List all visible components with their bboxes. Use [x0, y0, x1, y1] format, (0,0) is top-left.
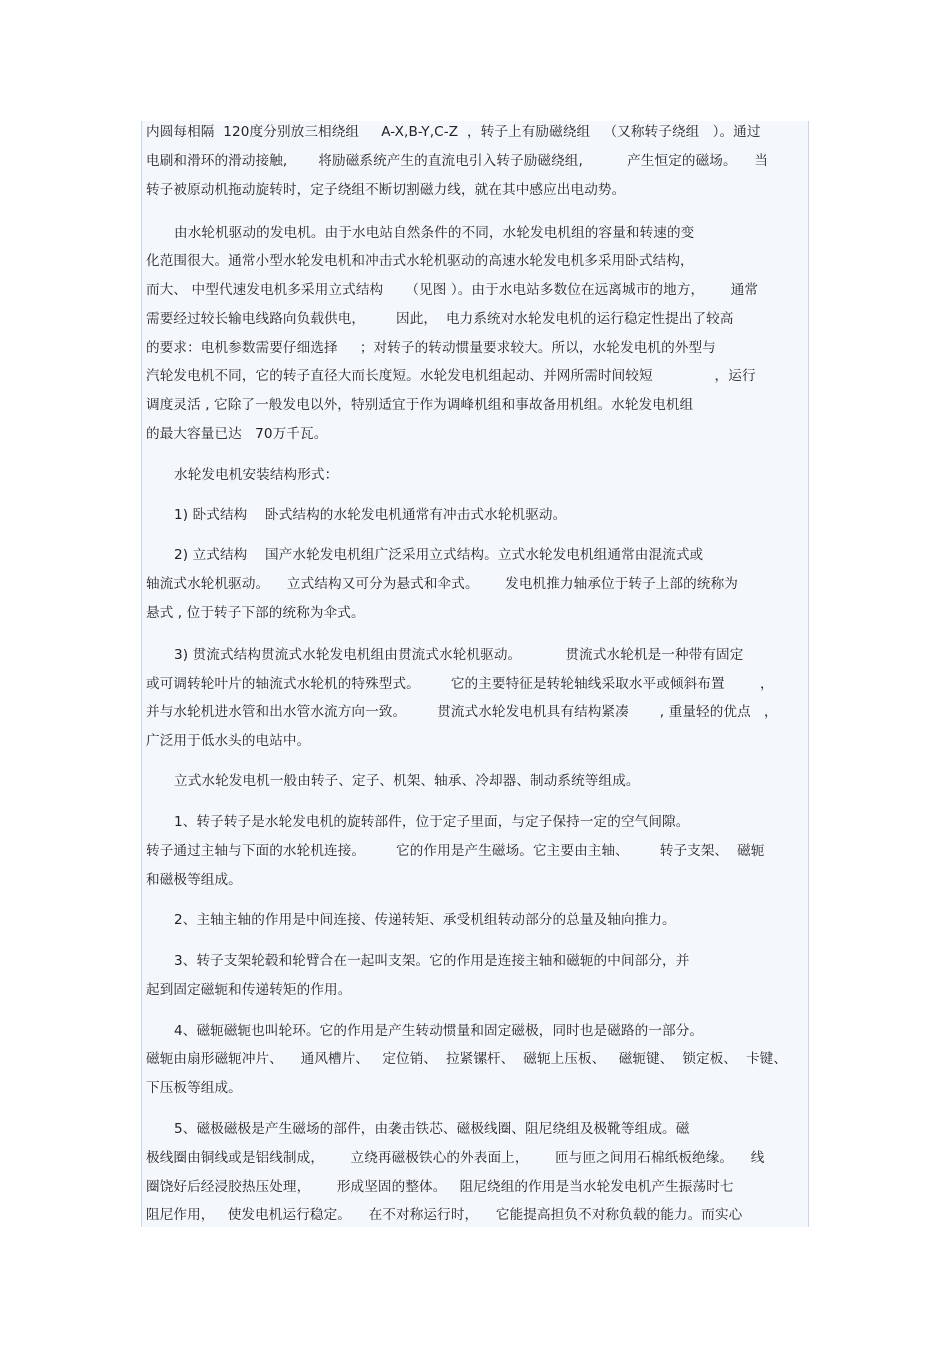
- text-line: 2) 立式结构 国产水轮发电机组广泛采用立式结构。立式水轮发电机组通常由混流式或: [174, 547, 704, 563]
- text-line: 汽轮发电机不同，它的转子直径大而长度短。水轮发电机组起动、并网所需时间较短 ，运行: [146, 368, 756, 384]
- text-line: 轴流式水轮机驱动。 立式结构又可分为悬式和伞式。 发电机推力轴承位于转子上部的统称为: [146, 576, 738, 592]
- text-line: 立式水轮发电机一般由转子、定子、机架、轴承、冷却器、制动系统等组成。: [174, 773, 640, 789]
- text-line: 阻尼作用， 使发电机运行稳定。 在不对称运行时， 它能提高担负不对称负载的能力。而实心: [146, 1207, 743, 1223]
- text-line: 极线圈由铜线或是铝线制成， 立绕再磁极铁心的外表面上， 匝与匝之间用石棉纸板绝缘。 线: [146, 1150, 765, 1166]
- text-line: 悬式 , 位于转子下部的统称为伞式。: [146, 605, 365, 621]
- text-line: 和磁极等组成。: [146, 872, 242, 888]
- text-line: 3) 贯流式结构贯流式水轮发电机组由贯流式水轮机驱动。 贯流式水轮机是一种带有固定: [174, 647, 744, 663]
- text-line: 由水轮机驱动的发电机。由于水电站自然条件的不同，水轮发电机组的容量和转速的变: [174, 225, 695, 241]
- text-line: 或可调转轮叶片的轴流式水轮机的特殊型式。 它的主要特征是转轮轴线采取水平或倾斜布置 ，: [146, 676, 774, 692]
- text-line: 5、磁极磁极是产生磁场的部件，由袭击铁芯、磁极线圈、阻尼绕组及极靴等组成。磁: [174, 1121, 690, 1137]
- text-line: 2、主轴主轴的作用是中间连接、传递转矩、承受机组转动部分的总量及轴向推力。: [174, 912, 676, 928]
- text-line: 4、磁轭磁轭也叫轮环。它的作用是产生转动惯量和固定磁极，同时也是磁路的一部分。: [174, 1023, 704, 1039]
- text-line: 广泛用于低水头的电站中。: [146, 733, 311, 749]
- document-page: [141, 121, 809, 1227]
- text-line: 圈饶好后经浸胶热压处理， 形成坚固的整体。 阻尼绕组的作用是当水轮发电机产生振荡时七: [146, 1179, 734, 1195]
- text-line: 起到固定磁轭和传递转矩的作用。: [146, 982, 352, 998]
- text-line: 的要求：电机参数需要仔细选择 ；对转子的转动惯量要求较大。所以，水轮发电机的外型与: [146, 340, 716, 356]
- text-line: 转子通过主轴与下面的水轮机连接。 它的作用是产生磁场。它主要由主轴、 转子支架、 磁轭: [146, 843, 765, 859]
- text-line: 电刷和滑环的滑动接触, 将励磁系统产生的直流电引入转子励磁绕组, 产生恒定的磁场。 当: [146, 153, 769, 169]
- text-line: 并与水轮机进水管和出水管水流方向一致。 贯流式水轮发电机具有结构紧凑 , 重量轻的优点 ，: [146, 704, 778, 720]
- text-line: 3、转子支架轮毂和轮臂合在一起叫支架。它的作用是连接主轴和磁轭的中间部分，并: [174, 953, 690, 969]
- text-line: 内圆每相隔 120度分别放三相绕组 A-X,B-Y,C-Z ，转子上有励磁绕组 （又称转子绕组 ）。通过: [146, 124, 761, 140]
- text-line: 化范围很大。通常小型水轮发电机和冲击式水轮机驱动的高速水轮发电机多采用卧式结构，: [146, 253, 694, 269]
- text-line: 需要经过较长输电线路向负载供电， 因此， 电力系统对水轮发电机的运行稳定性提出了较高: [146, 311, 734, 327]
- text-line: 转子被原动机拖动旋转时，定子绕组不断切割磁力线，就在其中感应出电动势。: [146, 182, 626, 198]
- text-line: 调度灵活 , 它除了一般发电以外，特别适宜于作为调峰机组和事故备用机组。水轮发电机组: [146, 397, 694, 413]
- text-line: 而大、 中型代速发电机多采用立式结构 （见图 ）。由于水电站多数位在远离城市的地方， 通常: [146, 282, 759, 298]
- text-line: 1、转子转子是水轮发电机的旋转部件，位于定子里面，与定子保持一定的空气间隙。: [174, 814, 690, 830]
- text-line: 1) 卧式结构 卧式结构的水轮发电机通常有冲击式水轮机驱动。: [174, 507, 567, 523]
- text-line: 下压板等组成。: [146, 1080, 242, 1096]
- text-line: 磁轭由扇形磁轭冲片、 通风槽片、 定位销、 拉紧镙杆、 磁轭上压板、 磁轭键、 锁定板、 卡键、: [146, 1051, 788, 1067]
- text-line: 的最大容量已达 70万千瓦。: [146, 426, 328, 442]
- text-line: 水轮发电机安装结构形式：: [174, 467, 339, 483]
